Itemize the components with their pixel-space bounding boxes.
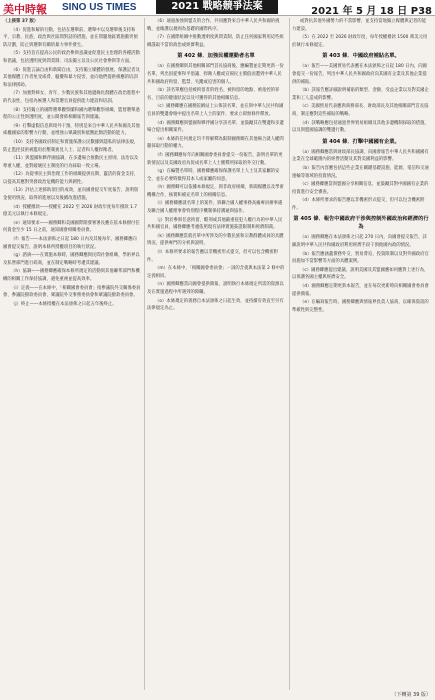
body-paragraph: （d）國務卿應與盟國和夥伴國分享該名單，並鼓勵其在雙邊和多邊場合提出相關案件。 (147, 120, 284, 134)
body-paragraph: （b）報告應涵蓋債務外交、貿易脅迫、投資限制以及對外國政府官員施加不當影響等方面的具體案例。 (292, 251, 429, 265)
body-paragraph: （e）通知要求——國務卿和美國國際開發署署長應在依本條撥付任何資金至少 15 日之前，通知國會相關委員會。 (3, 220, 140, 234)
section-heading: 第 404 條．打擊中國國有企業。 (322, 138, 400, 145)
column-3 (292, 18, 430, 690)
section-heading: 第 405 條．報告中國政府干涉與控制外國政治和經濟的行為 (293, 216, 429, 231)
body-paragraph: （a）報告——美國貿易代表應在本法頒佈之日起 180 日內，向國會提交一份報告，列出中華人民共和國政府向其國有企業及其他企業提供的補貼。 (292, 64, 427, 85)
body-paragraph: （c）美國貿易代表應與商務部長、財政部長及其他相關部門首長協商，制定應對這些補貼的戰略。 (292, 104, 429, 117)
body-paragraph: （13）評估上述援助項目的成效，並向國會提交年度報告，說明資金使用情況、取得的進展以及後續改進措施。 (3, 188, 139, 202)
body-paragraph: （g）諮詢——在實施本條時，國務卿應與民間社會組織、學術界以及私營部門進行磋商，並在制定戰略時考慮其建議。 (3, 253, 140, 266)
body-paragraph: （o）本條規定的義務自本法頒佈之日起生效，並持續有效直至另有法律規定為止。 (147, 298, 284, 312)
body-paragraph: （a）在國務卿與其他相關部門首長協商後，應編製並定期更新一份名單，列出因從事和平倡議、捍衛人權或宣揚民主價值而遭到中華人民共和國政府拘留、監禁、失蹤或迫害的個人。 (147, 64, 284, 85)
section-title: 2021 戰略競爭法案 (156, 0, 278, 14)
column-2 (147, 18, 285, 690)
body-paragraph: （k）國務卿應當就名單中所涉及的少數民族和宗教群體成員的具體情況，提供專門的分析與說明。 (147, 233, 284, 247)
body-paragraph: （i）國務卿應就名單上的案件，與聯合國人權事務高級專員辦事處及聯合國人權理事會特別程序機制保持溝通與協作。 (147, 201, 283, 215)
body-paragraph: （5）支持旨在提高公民的政治參與意識並促進民主治理的各種活動和倡議，包括透明度與問責制、司法獨立以及公民社會參與等方面。 (3, 51, 140, 64)
masthead (0, 0, 435, 16)
body-paragraph: （f）報告——本法頒佈之日起 180 日內及其後每年，國務卿應向國會提交報告，說明本條所授權項目的執行狀況。 (3, 237, 137, 250)
body-paragraph: （4）促進和解的行動，包括在選舉前、選舉中以及選舉後支持和平、宗教、民族、政治與社區間對話的措施，並在問題地區實施衝突預防計劃，防止與選舉有關的暴力事件發生。 (3, 27, 138, 48)
column-divider (144, 18, 145, 690)
body-paragraph: （7）在國際組織中推動透明度與問責制，防止任何國家利用這些組織謀取不當的政治或經濟利益。 (147, 35, 284, 48)
body-paragraph: （e）在編寫報告時，國務卿應與情報界負責人協商，以確保資訊的準確性與完整性。 (292, 300, 429, 313)
section-heading: 第 402 條．加強民權運動者名單 (177, 53, 255, 60)
brand-english: SINO US TIMES (62, 2, 137, 13)
brand-chinese: 美中時報 (3, 3, 47, 16)
body-paragraph: （d）本條所要求的報告應以非機密形式提交，但可以包含機密附件。 (292, 198, 425, 211)
column-divider (289, 18, 290, 690)
body-paragraph: （11）與盟國和夥伴國協調，在多邊場合推動民主原則、法治以及尊重人權，並對破壞民主制度的行為採取一致立場。 (3, 156, 139, 169)
body-paragraph: （6）通過加強與盟友的合作，共同應對來自中華人民共和國的挑戰，並維護以規則為基礎的國際秩序。 (147, 19, 280, 32)
section-heading: 第 403 條．中國政府補貼名單。 (322, 53, 400, 60)
body-paragraph: （f）國務卿應每年向相關國會委員會提交一份報告，說明名單的更新情況以及美國政府為促成名單上人士獲釋所採取的外交行動。 (147, 152, 283, 166)
body-paragraph: （a）國務卿應在本法頒佈之日起 270 日內，向國會提交報告，詳細說明中華人民共和國政府利用經濟手段干預他國內政的情況。 (292, 235, 427, 249)
body-paragraph: （d）國務卿應定期更新本報告，並在每次更新時向相關國會委員會提供簡報。 (292, 284, 429, 297)
body-paragraph: （上接第 37 版） (3, 19, 39, 24)
body-paragraph: （5）在 2022 至 2026 財政年度，每年授權撥款 1500 萬美元用於執行本條規定。 (292, 35, 428, 48)
issue-date-page: 2021 年 5 月 18 日 P38 (311, 6, 432, 17)
body-paragraph: （l）本條所要求的報告應以非機密形式提交，但可以包含機密附件。 (147, 250, 278, 263)
body-paragraph: （e）本條的任何規定均不得解釋為限制國務卿在其他場合就人權問題採取行動的權力。 (147, 136, 284, 150)
body-paragraph: （h）協調——國務卿應確保本條所規定的活動與其他聯邦部門和機構的相關工作保持協調，避免重複並提高效率。 (3, 269, 140, 282)
body-paragraph: （b）報告內容應包括這些企業在關鍵基礎設施、能源、電信和交通運輸等領域的投資情況。 (292, 165, 429, 179)
body-paragraph: （d）授權撥款——授權在 2022 至 2026 財政年度每年撥款 1.7 億美元以執行本條規定。 (3, 204, 138, 218)
body-paragraph: （j）終止——本條授權在本法頒佈之日起五年後終止。 (11, 301, 117, 307)
body-paragraph: （m）在本條中，「相關國會委員會」一詞的含義與本法第 2 條中的定義相同。 (147, 266, 285, 279)
continued-note: （下轉第 39 版） (391, 692, 431, 698)
body-paragraph: （i）定義——在本條中，「相關國會委員會」指參議院外交關係委員會、參議院撥款委員會、眾議院外交事務委員會和眾議院撥款委員會。 (3, 285, 141, 299)
column-1 (3, 18, 141, 690)
body-paragraph: （c）國務卿應當與盟國分享相關信息，並鼓勵其對中國國有企業的投資進行安全審查。 (292, 182, 429, 195)
body-paragraph: （c）國務卿應提出建議，說明美國及其盟國應如何應對上述行為，以保護各國主權與經濟安全。 (292, 267, 429, 281)
body-paragraph: （n）國務卿應當向國會提供簡報，說明執行本條規定所需的資源以及在實施過程中所遇到的障礙。 (147, 282, 284, 295)
body-paragraph: 或對抗其他外國勢力的不當影響，並支持當地獨立媒體與記者的能力建設。 (292, 19, 427, 32)
body-paragraph: （j）對於參與任意拘留、酷刑或其他嚴重侵犯人權行為的中華人民共和國官員，國務卿應考慮依照現有法律實施簽證限制和經濟制裁。 (147, 217, 283, 231)
body-paragraph: （12）為從事民主與治理工作的組織提供長期、靈活的資金支持，以提高其應對突發政治危機的能力與韌性。 (3, 172, 139, 185)
body-paragraph: （6）促進言論自由和新聞自由，支持獨立媒體的發展，保護記者及其他媒體工作者免受威脅、騷擾和暴力侵害，並向他們提供相應的培訓和法律援助。 (3, 67, 140, 88)
body-paragraph: （h）國務卿可以依據本條規定，與非政府組織、新聞媒體以及學術機構合作，核實和補充名單上的相關信息。 (147, 185, 284, 198)
body-paragraph: （7）加強對婦女、青年、少數民族和其他邊緣化群體在政治進程中的代表性，包括為候選人和當選官員提供能力建設和培訓。 (3, 91, 140, 104)
body-paragraph: （a）國務卿應當與財政部長協調，向國會報告中華人民共和國國有企業在全球範圍內的經營活動及其對美國利益的影響。 (292, 149, 429, 163)
body-paragraph: （10）支持各國政府制定和實施保護公民數據與隱私的法律法規，防止監控技術被濫用於壓制異見人士、記者和人權捍衛者。 (3, 139, 139, 153)
body-paragraph: （9）打擊虛假信息與境外干預，特別是來自中華人民共和國及其他威權國家的影響力行動，並增強公眾識別和抵禦此類活動的能力。 (3, 123, 140, 137)
body-paragraph: （8）支持獨立的國際選舉觀察團和國內選舉觀察組織，監督選舉過程的公正性與透明度，並公開發佈相關報告與建議。 (3, 107, 140, 121)
body-paragraph: （b）該名單應包括被拘留者的姓名、被拘留的地點、被指控的罪名、目前的健康狀況以及可獲得的其他相關信息。 (147, 88, 280, 101)
body-paragraph: （b）該報告應詳細說明補貼的類型、金額、受益企業以及對美國企業和工人造成的影響。 (292, 88, 429, 101)
body-paragraph: （c）國務卿應在國務院網站上公佈該名單，並在與中華人民共和國官員的雙邊會晤中提出名單上人士的案件，要求立即無條件釋放。 (147, 104, 284, 117)
body-paragraph: （d）該戰略應包括通過世界貿易組織及其他多邊機制採取的措施，以及與盟國協調的雙邊行動。 (292, 120, 429, 134)
body-paragraph: （g）在編製名單時，國務卿應確保保護名單上人士及其家屬的安全，並在必要時徵得其本人或家屬的同意。 (147, 169, 280, 182)
